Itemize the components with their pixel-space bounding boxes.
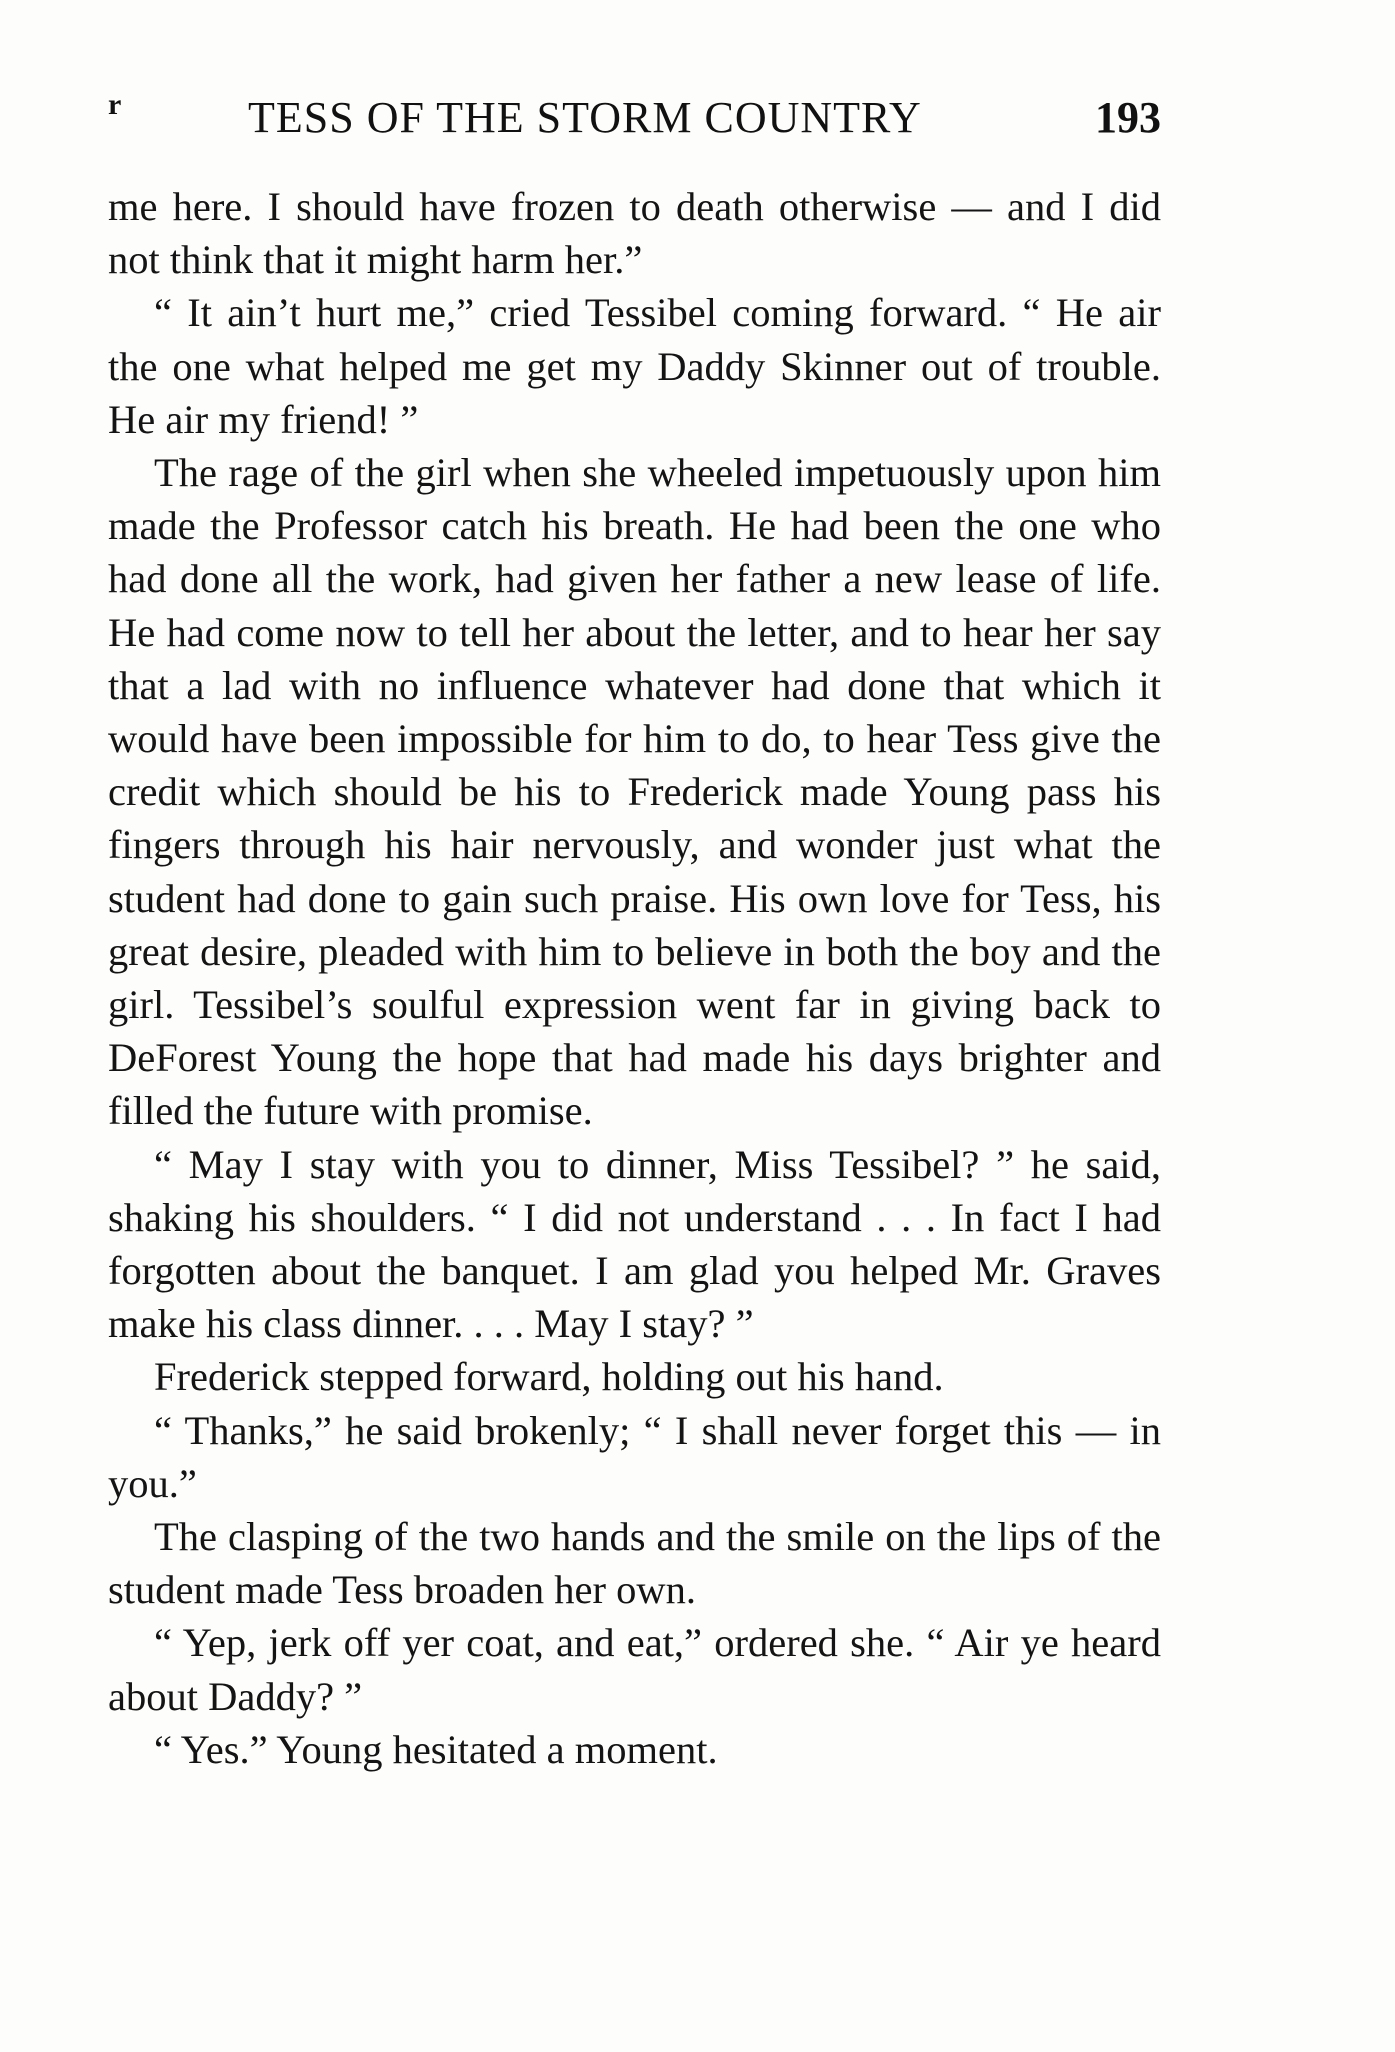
- page-number: 193: [1095, 93, 1161, 142]
- page-header: [108, 88, 1161, 148]
- corner-mark: r: [108, 88, 122, 121]
- paragraph: The clasping of the two hands and the smile on the lips of the student made Tess broaden her own.: [108, 1514, 1161, 1613]
- paragraph: “ It ain’t hurt me,” cried Tessibel coming forward. “ He air the one what helped me get my Daddy Skinner out of trouble. He air my friend! ”: [108, 290, 1161, 442]
- paragraph: “ Thanks,” he said brokenly; “ I shall never forget this — in you.”: [108, 1407, 1161, 1506]
- paragraph: The rage of the girl when she wheeled impetuously upon him made the Professor catch his breath. He had been the one who had done all the work, had given her father a new lease of life. He had come now to tell her about the letter, and to hear her say that a lad with no influence whatever had done that which it would have been impossible for him to do, to hear Tess give the credit which should be his to Frederick made Young pass his fingers through his hair nervously, and wonder just what the student had done to gain such praise. His own love for Tess, his great desire, pleaded with him to believe in both the boy and the girl. Tessibel’s soulful expression went far in giving back to DeForest Young the hope that had made his days brighter and filled the future with promise.: [108, 450, 1161, 1134]
- paragraph: “ Yep, jerk off yer coat, and eat,” ordered she. “ Air ye heard about Daddy? ”: [108, 1620, 1161, 1719]
- running-head: TESS OF THE STORM COUNTRY: [248, 93, 922, 142]
- paragraph: “ May I stay with you to dinner, Miss Tessibel? ” he said, shaking his shoulders. “ I did not understand . . . In fact I had forgotten about the banquet. I am glad you helped Mr. Graves make his class dinner. . . . May I stay? ”: [108, 1141, 1161, 1347]
- paragraph: Frederick stepped forward, holding out his hand.: [154, 1354, 944, 1400]
- paragraph: “ Yes.” Young hesitated a moment.: [154, 1726, 718, 1772]
- body-text: [108, 180, 1161, 1776]
- paragraph: me here. I should have frozen to death otherwise — and I did not think that it might harm her.”: [108, 184, 1161, 283]
